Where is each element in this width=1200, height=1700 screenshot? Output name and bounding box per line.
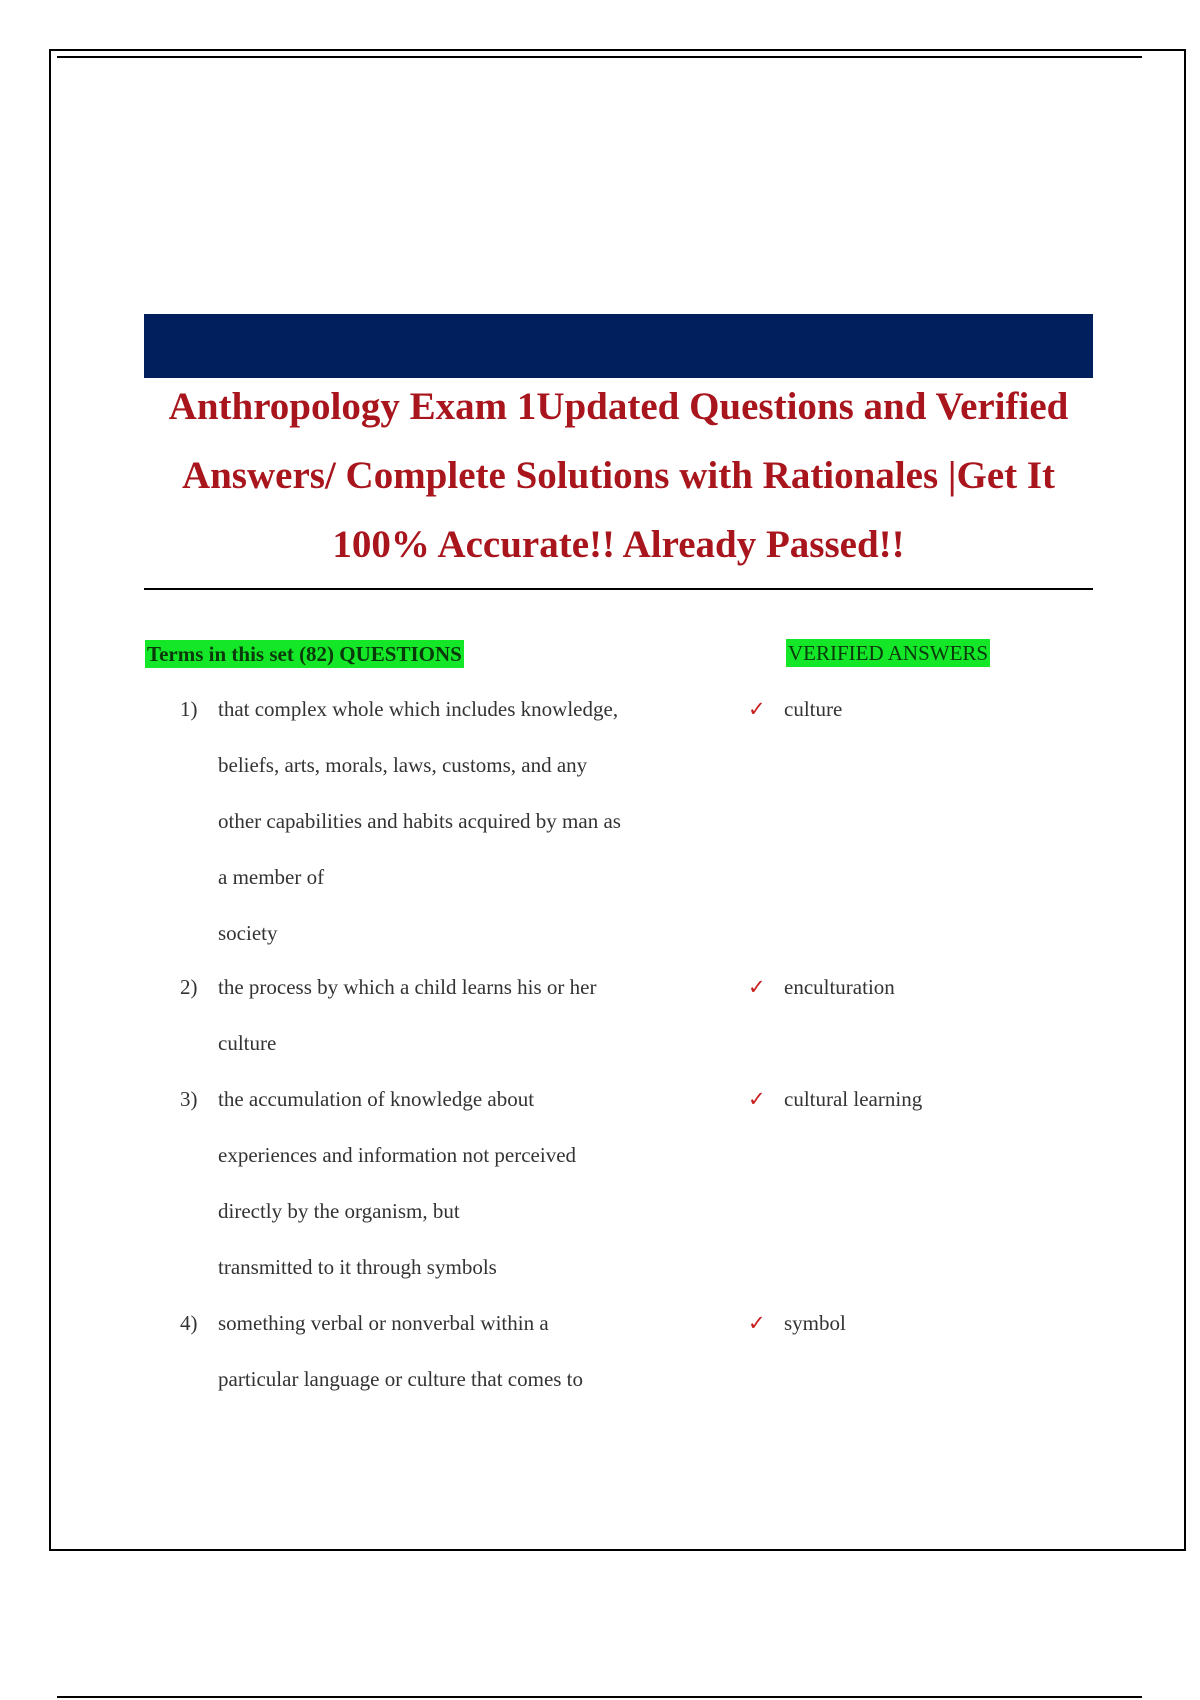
title-line: Anthropology Exam 1Updated Questions and Verified	[168, 385, 1069, 428]
checkmark-icon: ✓	[748, 1311, 766, 1335]
answer-item	[748, 1071, 922, 1127]
checkmark-icon: ✓	[748, 975, 766, 999]
question-number: 2)	[180, 975, 198, 999]
question-number: 4)	[180, 1311, 198, 1335]
question-item	[180, 1071, 700, 1295]
question-item	[180, 959, 700, 1071]
question-line: beliefs, arts, morals, laws, customs, and any	[218, 753, 588, 777]
checkmark-icon: ✓	[748, 1087, 766, 1111]
questions-header: Terms in this set (82) QUESTIONS	[147, 642, 462, 666]
checkmark-icon: ✓	[748, 697, 766, 721]
question-text	[218, 681, 700, 961]
header-rule	[57, 56, 1142, 58]
footer-rule	[57, 1696, 1142, 1698]
answer-text: enculturation	[784, 975, 895, 999]
question-line: experiences and information not perceived	[218, 1143, 577, 1167]
title-banner	[144, 314, 1093, 378]
title-divider	[144, 588, 1093, 590]
question-line: particular language or culture that comes to	[218, 1367, 584, 1391]
document-title	[144, 372, 1093, 579]
question-line: society	[218, 921, 278, 945]
answer-text: cultural learning	[784, 1087, 923, 1111]
question-item	[180, 681, 700, 961]
question-item	[180, 1295, 700, 1407]
answer-item	[748, 959, 895, 1015]
answer-text: symbol	[784, 1311, 846, 1335]
question-number: 1)	[180, 697, 198, 721]
answer-item	[748, 681, 842, 737]
answer-text: culture	[784, 697, 843, 721]
question-line: that complex whole which includes knowledge,	[218, 697, 619, 721]
question-line: something verbal or nonverbal within a	[218, 1311, 549, 1335]
title-line: 100% Accurate!! Already Passed!!	[332, 523, 905, 566]
question-line: culture	[218, 1031, 277, 1055]
question-line: the accumulation of knowledge about	[218, 1087, 535, 1111]
title-line: Answers/ Complete Solutions with Rationales |Get It	[181, 454, 1056, 497]
question-number: 3)	[180, 1087, 198, 1111]
question-text	[218, 1071, 700, 1295]
answer-item	[748, 1295, 846, 1351]
question-text	[218, 959, 700, 1071]
question-line: directly by the organism, but	[218, 1199, 460, 1223]
question-line: the process by which a child learns his or her	[218, 975, 597, 999]
question-line: a member of	[218, 865, 325, 889]
question-text	[218, 1295, 700, 1407]
answers-header: VERIFIED ANSWERS	[788, 641, 989, 665]
question-line: transmitted to it through symbols	[218, 1255, 497, 1279]
question-line: other capabilities and habits acquired by man as	[218, 809, 621, 833]
